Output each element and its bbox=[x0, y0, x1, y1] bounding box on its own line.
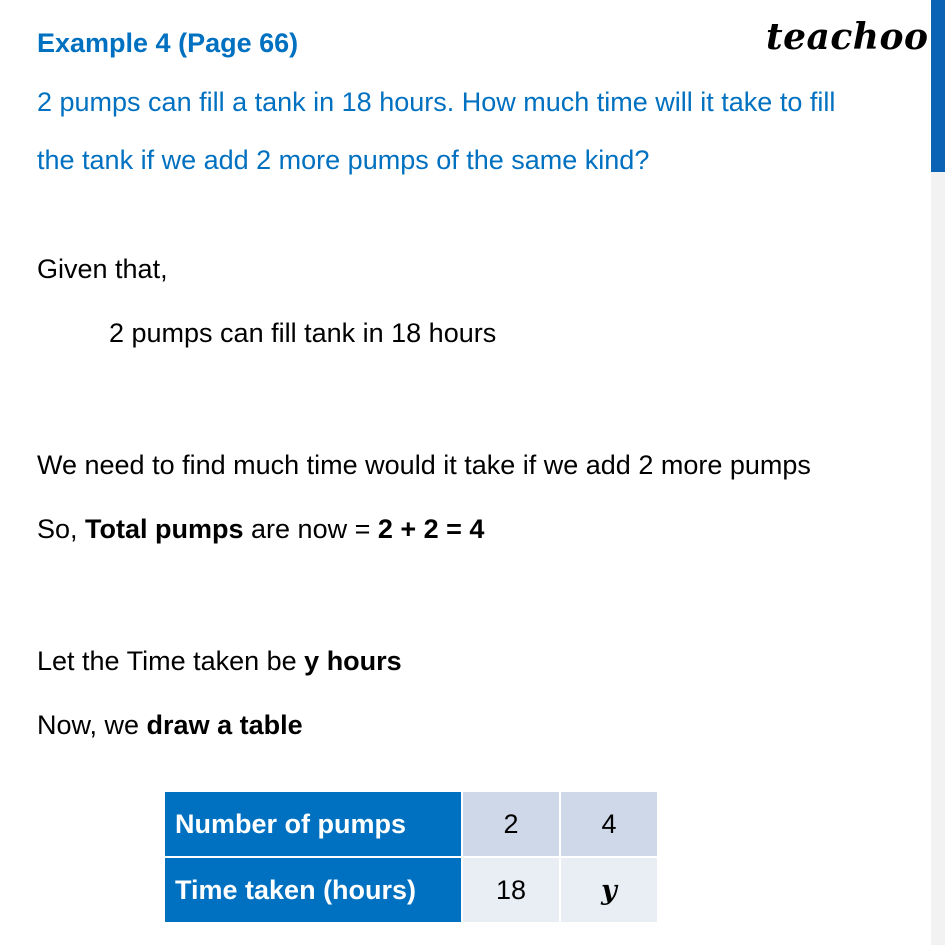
pumps-time-table bbox=[163, 790, 659, 924]
row-label-pumps: Number of pumps bbox=[164, 791, 462, 857]
variable-y: y bbox=[601, 874, 617, 906]
cell-pumps-2: 4 bbox=[560, 791, 658, 857]
now-line bbox=[37, 710, 303, 741]
question-line-2: the tank if we add 2 more pumps of the same kind? bbox=[37, 145, 650, 175]
table-row bbox=[164, 857, 658, 923]
total-prefix: So, bbox=[37, 514, 86, 544]
total-pumps-line bbox=[37, 514, 484, 545]
question-line-1: 2 pumps can fill a tank in 18 hours. How much time will it take to fill bbox=[37, 87, 836, 117]
cell-pumps-1: 2 bbox=[462, 791, 560, 857]
now-prefix: Now, we bbox=[37, 710, 147, 740]
given-label: Given that, bbox=[37, 254, 168, 284]
example-heading: Example 4 (Page 66) bbox=[37, 28, 299, 58]
cell-time-2 bbox=[560, 857, 658, 923]
let-line bbox=[37, 646, 402, 677]
given-statement: 2 pumps can fill tank in 18 hours bbox=[109, 318, 497, 348]
total-middle: are now = bbox=[243, 514, 378, 544]
row-label-time: Time taken (hours) bbox=[164, 857, 462, 923]
total-bold-label: Total pumps bbox=[85, 514, 244, 544]
cell-time-1: 18 bbox=[462, 857, 560, 923]
need-statement: We need to find much time would it take if we add 2 more pumps bbox=[37, 450, 811, 480]
brand-logo: teachoo bbox=[766, 16, 929, 58]
let-prefix: Let the Time taken be bbox=[37, 646, 305, 676]
total-bold-value: 2 + 2 = 4 bbox=[377, 514, 485, 544]
now-bold: draw a table bbox=[146, 710, 303, 740]
let-bold: y hours bbox=[304, 646, 402, 676]
table-row bbox=[164, 791, 658, 857]
side-accent-bar bbox=[931, 0, 945, 172]
